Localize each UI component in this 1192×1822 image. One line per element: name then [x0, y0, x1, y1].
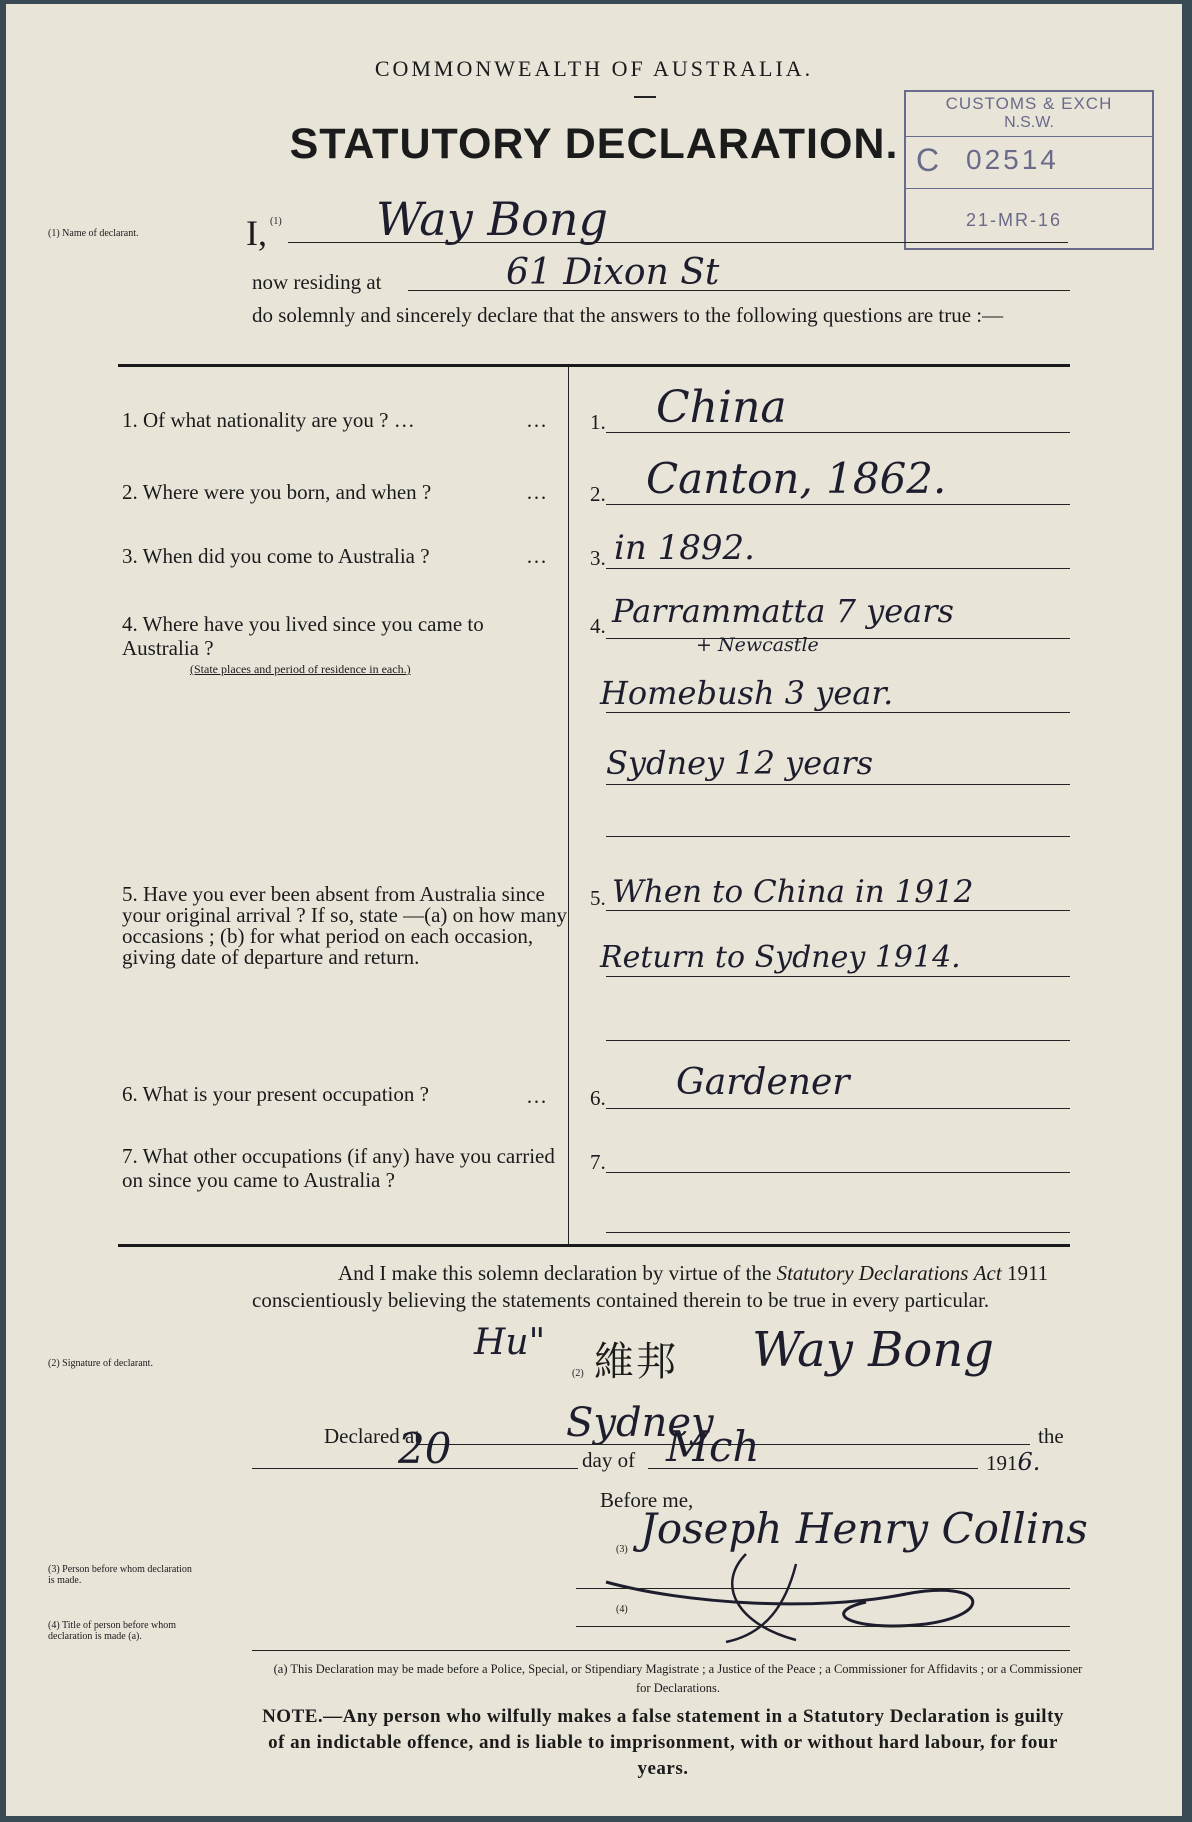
declarant-name: Way Bong	[376, 192, 608, 246]
person-margin-label: (3) Person before whom declaration is made.	[48, 1564, 192, 1586]
answer-4-line3: Sydney 12 years	[606, 744, 873, 782]
answer-5-line1: When to China in 1912	[612, 874, 974, 910]
stamp-prefix: C	[916, 142, 940, 178]
answer-5-line2: Return to Sydney 1914.	[600, 940, 961, 975]
declaration-intro: do solemnly and sincerely declare that the answers to the following questions are true :—	[252, 303, 1004, 327]
declaration-form: CUSTOMS & EXCH N.S.W. C 02514 21-MR-16 COMMONWEALTH OF AUSTRALIA. STATUTORY DECLARATION. (1) Name of declarant. I, (1) Way Bong now residing at 61 Dixon St do solemnly and sincerely declare that the answers to the following questions are true :— 1. Of what nationality are you ? … … 1. China 2. Where were you born, and when ? … 2. Canton, 1862. 3. When did you come to Australia ? … 3. in 1892. 4. Where have you lived since you came to Australia ? (State places and period of residence in each.) 4. Parrammatta 7 years + Newcastle Homebush 3 year. Sydney 12 years 5. Have you ever been absent from Australia since your original arrival ? If so, state —(a) on how many occasions ; (b) for what period on each occasion, giving date of departure and return. 5. When to China in 1912 Return to Sydney 1914. 6. What is your present occupation ? … 6. Gardener 7. What other occupations (if any) have you carried on since you came to Australia ? 7. And I make this solemn declaration by virtue of the Statutory Declarations Act 1911 conscientiously believing the statements contained therein to be true in every particular. (2) Signature of declarant. Hu" 維邦 Way Bong (2) Declared at Sydney the 20 day of Mch 1916. Before me, (3) Person before whom declaration is made. (3) Joseph Henry Collins (4) Title of person before whom declaration is made (a). (4) (a) This Declaration may be made before a Police, Special, or Stipendiary Magistrate ; a Justice of the Peace ; a Commissioner for Affidavits ; or a Commissioner for Declarations. NOTE.—Any person who wilfully makes a false statement in a Statutory Declaration is guilty of an indictable offence, and is liable to imprisonment, with or without hard labour, for four years.	[6, 4, 1182, 1816]
answer-2: Canton, 1862.	[646, 454, 947, 503]
signature-declarant: Way Bong	[752, 1322, 994, 1378]
customs-stamp	[904, 90, 1154, 250]
declared-year: 1916.	[986, 1448, 1041, 1476]
question-2: 2. Where were you born, and when ?	[122, 480, 432, 504]
stamp-line2: N.S.W.	[1004, 114, 1054, 131]
declarant-prefix: I,	[246, 213, 267, 253]
declarant-address: 61 Dixon St	[506, 252, 720, 293]
declared-at-label: Declared at	[324, 1424, 421, 1448]
answer-1: China	[656, 382, 787, 433]
answer-4-insert: + Newcastle	[696, 634, 819, 656]
column-divider	[568, 366, 569, 1244]
declared-day: 20	[398, 1424, 452, 1473]
question-1: 1. Of what nationality are you ? …	[122, 408, 415, 432]
residing-label: now residing at	[252, 270, 382, 294]
legal-note: NOTE.—Any person who wilfully makes a false statement in a Statutory Declaration is guilty of an indictable offence, and is liable to imprisonment, with or without hard labour, for four years.	[262, 1706, 1064, 1779]
declarant-margin-label: (1) Name of declarant.	[48, 228, 139, 239]
page-title: STATUTORY DECLARATION.	[289, 120, 899, 168]
stamp-number: 02514	[966, 144, 1059, 175]
stamp-date: 21-MR-16	[966, 210, 1063, 230]
before-me-label: Before me,	[600, 1488, 694, 1512]
stamp-line1: CUSTOMS & EXCH	[945, 94, 1113, 113]
signature-margin-label: (2) Signature of declarant.	[48, 1358, 153, 1369]
question-4-note: (State places and period of residence in each.)	[190, 662, 411, 676]
answer-6: Gardener	[676, 1062, 850, 1103]
witness-signature: Joseph Henry Collins	[640, 1504, 1088, 1553]
declared-month: Mch	[666, 1422, 760, 1471]
question-6: 6. What is your present occupation ?	[122, 1082, 429, 1106]
question-5: 5. Have you ever been absent from Australia since your original arrival ? If so, state —(a) on how many occasions ; (b) for what period on each occasion, giving date of departure and return.	[122, 882, 567, 969]
closing-statement: And I make this solemn declaration by virtue of the Statutory Declarations Act 1911 conscientiously believing the statements contained therein to be true in every particular.	[252, 1261, 1049, 1312]
signature-note: Hu"	[474, 1322, 546, 1363]
title-margin-label: (4) Title of person before whom declaration is made (a).	[48, 1620, 177, 1642]
signature-chinese: 維邦	[594, 1339, 678, 1385]
answer-4-line2: Homebush 3 year.	[600, 674, 894, 712]
answer-3: in 1892.	[614, 528, 755, 568]
declared-place: Sydney	[566, 1400, 714, 1446]
question-3: 3. When did you come to Australia ?	[122, 544, 430, 568]
footnote: (a) This Declaration may be made before a Police, Special, or Stipendiary Magistrate ; a Justice of the Peace ; a Commissioner for Affidavits ; or a Commissioner for Declarations.	[273, 1662, 1083, 1695]
question-4: 4. Where have you lived since you came to Australia ?	[122, 612, 484, 660]
answer-4-line1: Parrammatta 7 years	[612, 592, 954, 630]
question-7: 7. What other occupations (if any) have you carried on since you came to Australia ?	[122, 1144, 555, 1192]
country-heading: COMMONWEALTH OF AUSTRALIA.	[374, 56, 814, 81]
